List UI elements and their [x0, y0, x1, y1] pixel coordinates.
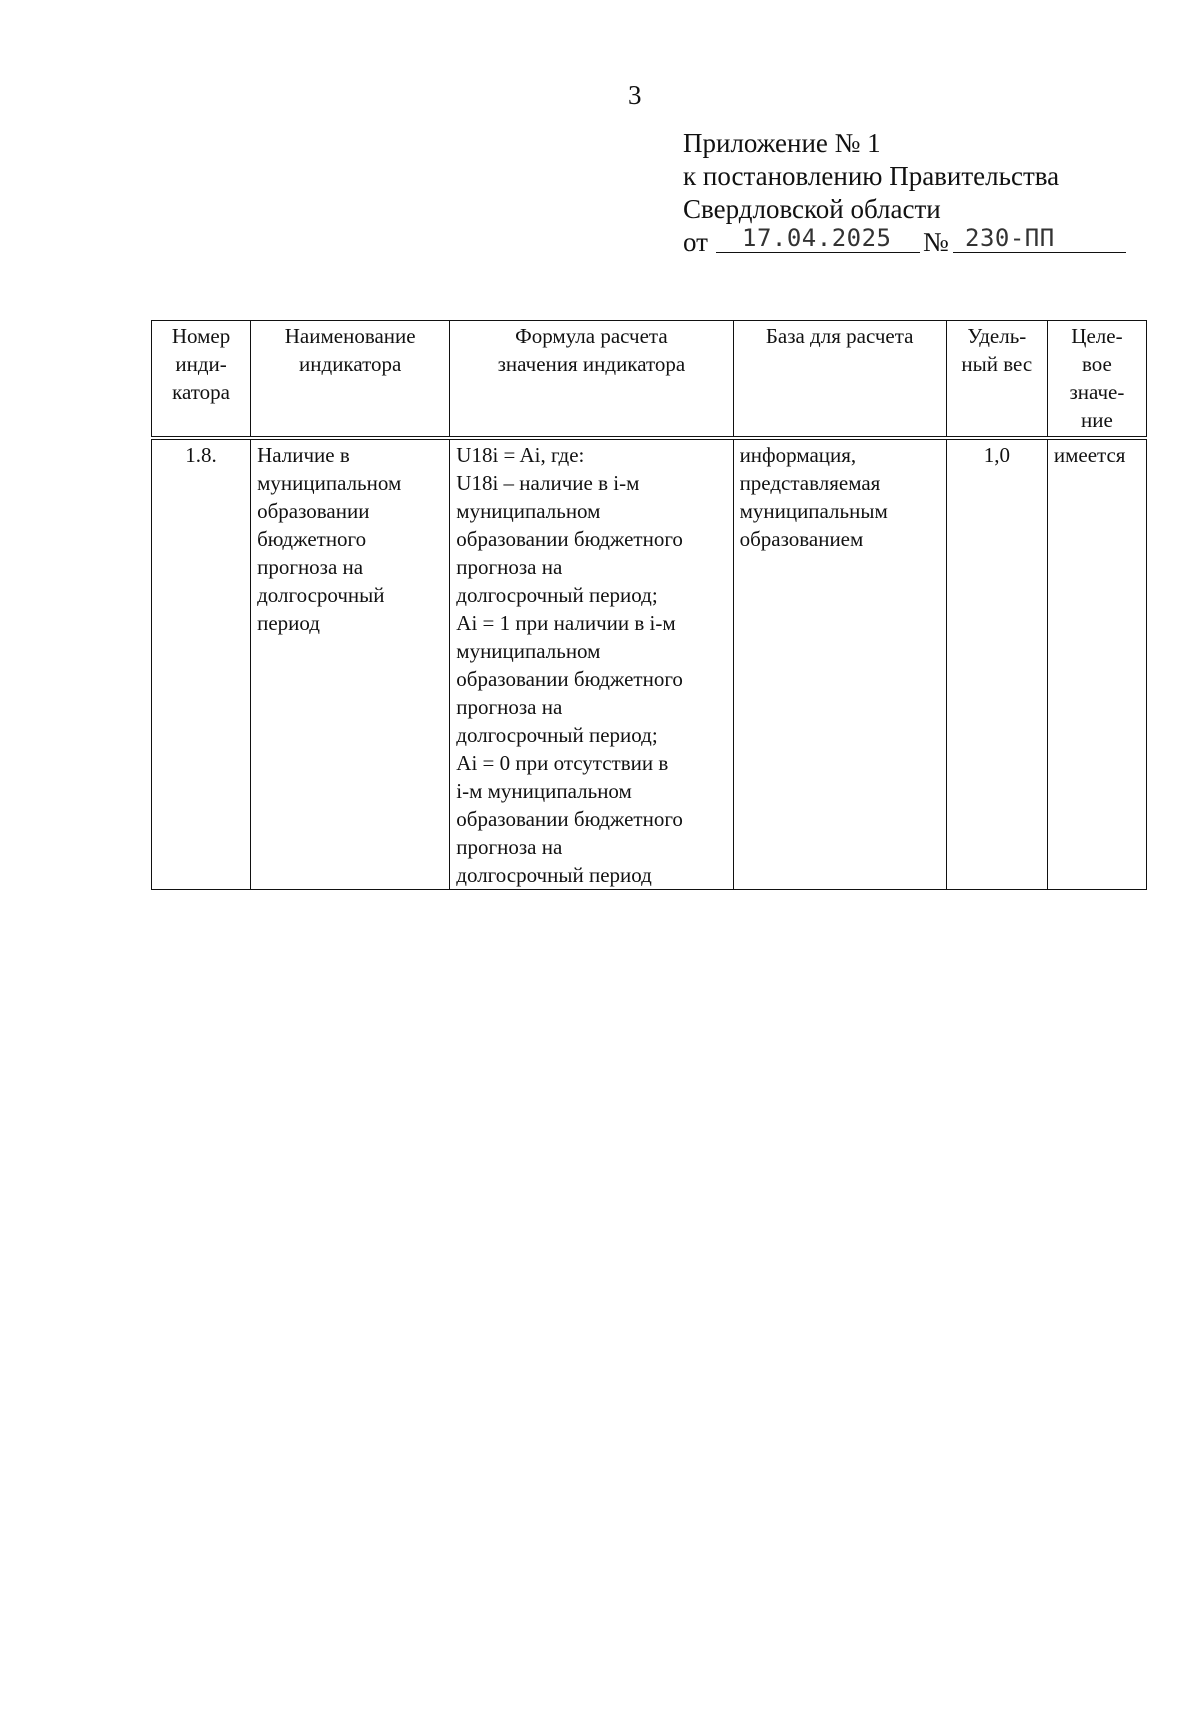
formula-line: муниципальном [456, 499, 601, 523]
formula-line: Ai = 0 при отсутствии в [456, 751, 669, 775]
cell-base: информация, представляемая муниципальным образованием [733, 438, 946, 890]
page-number: 3 [628, 80, 642, 110]
formula-line: образовании бюджетного [456, 807, 683, 831]
table-header-row [152, 321, 1147, 439]
header-target: Целе- вое значе- ние [1047, 321, 1146, 439]
header-number: Номер инди- катора [152, 321, 251, 439]
number-value: 230-ПП [965, 224, 1055, 252]
formula-line: прогноза на [456, 555, 563, 579]
formula-line: U18i – наличие в i-м [456, 471, 640, 495]
indicator-table [151, 320, 1147, 890]
cell-formula [450, 438, 733, 890]
header-weight: Удель- ный вес [946, 321, 1047, 439]
appendix-title: Приложение № 1 [683, 128, 881, 158]
formula-line: U18i = Ai, где: [456, 443, 585, 467]
formula-line: долгосрочный период; [456, 723, 658, 747]
header-formula: Формула расчета значения индикатора [450, 321, 733, 439]
table-row [152, 438, 1147, 890]
header-base: База для расчета [733, 321, 946, 439]
cell-weight: 1,0 [946, 438, 1047, 890]
appendix-resolution: к постановлению Правительства [683, 161, 1060, 191]
number-prefix: № [923, 227, 949, 257]
number-field [953, 218, 1126, 253]
date-field [716, 218, 920, 253]
formula-line: образовании бюджетного [456, 527, 683, 551]
header-name: Наименование индикатора [251, 321, 450, 439]
formula-line: муниципальном [456, 639, 601, 663]
cell-target: имеется [1047, 438, 1146, 890]
date-prefix: от [683, 227, 708, 257]
appendix-region: Свердловской области [683, 194, 941, 224]
formula-line: прогноза на [456, 695, 563, 719]
formula-line: образовании бюджетного [456, 667, 683, 691]
appendix-date-line [683, 226, 1059, 259]
cell-name: Наличие в муниципальном образовании бюджетного прогноза на долгосрочный период [251, 438, 450, 890]
formula-line: Ai = 1 при наличии в i-м [456, 611, 676, 635]
formula-line: прогноза на [456, 835, 563, 859]
appendix-block [683, 127, 1059, 259]
formula-line: долгосрочный период [456, 863, 652, 887]
formula-line: i-м муниципальном [456, 779, 632, 803]
cell-number: 1.8. [152, 438, 251, 890]
formula-line: долгосрочный период; [456, 583, 658, 607]
date-value: 17.04.2025 [742, 224, 892, 252]
